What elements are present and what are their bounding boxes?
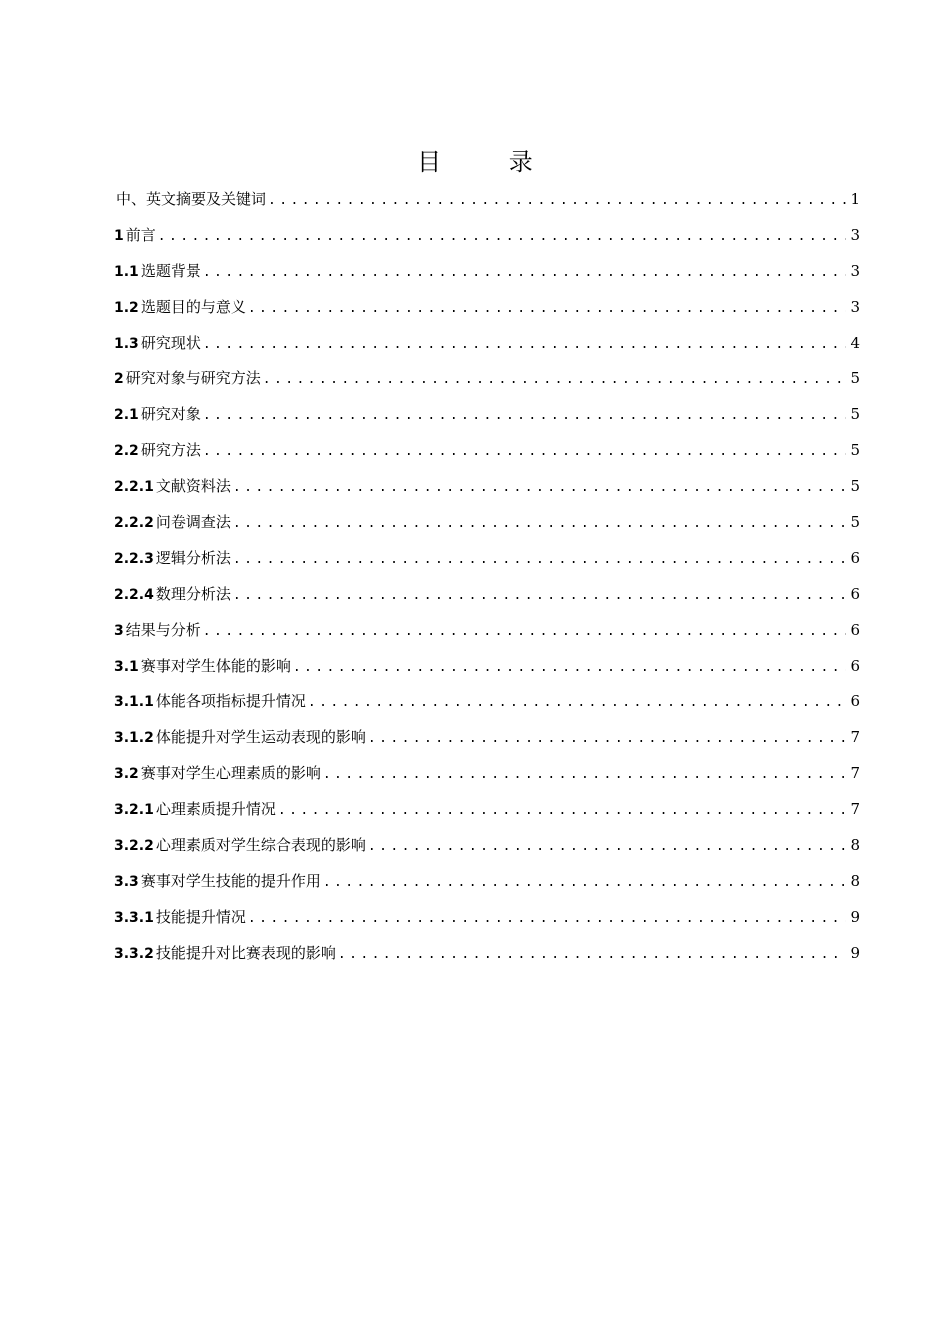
toc-section-title: 选题背景 — [140, 261, 201, 280]
toc-dot-leader — [233, 542, 847, 578]
toc-dot-leader — [203, 614, 847, 650]
toc-section-number: 2.2.2 — [114, 515, 154, 532]
toc-page-number: 5 — [850, 405, 860, 424]
toc-entry-label — [114, 684, 306, 721]
toc-section-title: 赛事对学生技能的提升作用 — [140, 871, 321, 890]
toc-entry[interactable] — [114, 684, 860, 720]
toc-dot-leader — [368, 721, 847, 757]
toc-entry[interactable] — [114, 218, 860, 254]
toc-entry-label — [114, 326, 201, 363]
toc-dot-leader — [248, 901, 847, 937]
toc-section-title: 技能提升对比赛表现的影响 — [155, 943, 336, 962]
toc-entry-label — [114, 397, 201, 434]
toc-dot-leader — [233, 506, 847, 542]
toc-section-number: 3 — [114, 622, 124, 639]
toc-entry-label — [114, 577, 231, 614]
toc-entry-label — [114, 541, 231, 578]
toc-entry[interactable] — [114, 469, 860, 505]
toc-dot-leader — [338, 937, 847, 973]
toc-dot-leader — [268, 183, 846, 219]
toc-section-title: 文献资料法 — [155, 477, 231, 496]
toc-section-number: 2.2.4 — [114, 586, 154, 603]
toc-section-number: 3.2.2 — [114, 838, 154, 855]
toc-entry-label — [114, 290, 246, 327]
toc-entry-label — [114, 828, 366, 865]
toc-section-number: 1 — [114, 227, 124, 244]
toc-page-number: 3 — [850, 297, 860, 316]
toc-section-number: 3.1 — [114, 658, 139, 675]
toc-entry-label — [114, 720, 366, 757]
toc-page-number: 6 — [850, 692, 860, 711]
toc-page-number: 8 — [850, 871, 860, 890]
toc-section-title: 研究现状 — [140, 333, 201, 352]
toc-page-number: 3 — [850, 225, 860, 244]
toc-page-number: 6 — [850, 584, 860, 603]
toc-section-number: 3.1.2 — [114, 730, 154, 747]
toc-entry[interactable] — [114, 756, 860, 792]
toc-section-number: 1.3 — [114, 335, 139, 352]
toc-dot-leader — [203, 255, 847, 291]
toc-dot-leader — [233, 578, 847, 614]
toc-section-title: 中、英文摘要及关键词 — [116, 190, 267, 208]
toc-section-title: 研究方法 — [140, 441, 201, 460]
toc-entry[interactable] — [114, 720, 860, 756]
toc-section-title: 数理分析法 — [155, 584, 231, 603]
toc-page-number: 1 — [850, 190, 860, 208]
toc-page-number: 8 — [850, 836, 860, 855]
toc-dot-leader — [203, 398, 847, 434]
toc-dot-leader — [368, 829, 847, 865]
toc-entry-label — [114, 756, 321, 793]
toc-page-number: 5 — [850, 477, 860, 496]
toc-entry-label — [114, 469, 231, 506]
toc-section-title: 选题目的与意义 — [140, 297, 246, 316]
toc-dot-leader — [203, 327, 847, 363]
toc-section-title: 研究对象 — [140, 405, 201, 424]
toc-entry-label — [114, 936, 336, 973]
toc-entry-label — [114, 505, 231, 542]
toc-entry-label — [114, 182, 266, 219]
toc-dot-leader — [278, 793, 847, 829]
toc-section-number: 2.2 — [114, 443, 139, 460]
toc-page-number: 5 — [850, 513, 860, 532]
toc-page-number: 5 — [850, 369, 860, 388]
toc-section-title: 前言 — [125, 225, 156, 244]
toc-dot-leader — [323, 865, 847, 901]
toc-entry[interactable] — [114, 936, 860, 972]
toc-section-title: 赛事对学生心理素质的影响 — [140, 764, 321, 783]
toc-entry-label — [114, 433, 201, 470]
toc-entry[interactable] — [114, 828, 860, 864]
table-of-contents — [114, 182, 860, 972]
toc-page-number: 4 — [850, 333, 860, 352]
toc-section-number: 2.2.1 — [114, 479, 154, 496]
toc-entry[interactable] — [114, 505, 860, 541]
toc-entry-label — [114, 361, 261, 398]
toc-entry-label — [114, 792, 276, 829]
toc-entry-label — [114, 613, 201, 650]
toc-dot-leader — [263, 362, 847, 398]
toc-section-title: 赛事对学生体能的影响 — [140, 656, 291, 675]
toc-dot-leader — [293, 650, 847, 686]
toc-entry[interactable] — [114, 864, 860, 900]
toc-entry-label — [114, 254, 201, 291]
toc-entry[interactable] — [114, 613, 860, 649]
toc-entry[interactable] — [114, 254, 860, 290]
toc-page-number: 6 — [850, 548, 860, 567]
toc-section-number: 2.2.3 — [114, 550, 154, 567]
toc-page-number: 9 — [850, 907, 860, 926]
toc-section-title: 体能各项指标提升情况 — [155, 692, 306, 711]
toc-page-number: 6 — [850, 620, 860, 639]
toc-entry[interactable] — [114, 361, 860, 397]
toc-section-title: 心理素质对学生综合表现的影响 — [155, 836, 366, 855]
toc-section-number: 3.3.1 — [114, 909, 154, 926]
toc-entry[interactable] — [114, 326, 860, 362]
toc-section-number: 3.3 — [114, 873, 139, 890]
toc-dot-leader — [233, 470, 847, 506]
toc-entry-label — [114, 864, 321, 901]
toc-entry-label — [114, 218, 156, 255]
toc-section-title: 技能提升情况 — [155, 907, 246, 926]
toc-dot-leader — [203, 434, 847, 470]
toc-section-title: 逻辑分析法 — [155, 548, 231, 567]
toc-section-title: 心理素质提升情况 — [155, 800, 276, 819]
toc-page-number: 7 — [850, 800, 860, 819]
toc-section-number: 2.1 — [114, 407, 139, 424]
toc-entry-label — [114, 649, 291, 686]
toc-dot-leader — [158, 219, 847, 255]
toc-entry[interactable] — [114, 290, 860, 326]
toc-section-number: 1.1 — [114, 263, 139, 280]
toc-dot-leader — [308, 685, 847, 721]
toc-page-number: 9 — [850, 943, 860, 962]
toc-section-title: 问卷调查法 — [155, 513, 231, 532]
toc-section-number: 3.2 — [114, 766, 139, 783]
toc-entry[interactable] — [114, 649, 860, 685]
toc-dot-leader — [248, 291, 847, 327]
toc-entry[interactable] — [114, 577, 860, 613]
toc-section-number: 2 — [114, 371, 124, 388]
toc-page-number: 7 — [850, 764, 860, 783]
toc-entry[interactable] — [114, 792, 860, 828]
toc-entry[interactable] — [114, 900, 860, 936]
toc-section-title: 体能提升对学生运动表现的影响 — [155, 728, 366, 747]
toc-section-number: 3.1.1 — [114, 694, 154, 711]
toc-section-number: 3.3.2 — [114, 945, 154, 962]
toc-entry-label — [114, 900, 246, 937]
toc-section-title: 结果与分析 — [125, 620, 201, 639]
toc-section-number: 1.2 — [114, 299, 139, 316]
toc-page-number: 5 — [850, 441, 860, 460]
toc-entry[interactable] — [114, 182, 860, 218]
toc-entry[interactable] — [114, 433, 860, 469]
toc-entry[interactable] — [114, 397, 860, 433]
toc-entry[interactable] — [114, 541, 860, 577]
toc-dot-leader — [323, 757, 847, 793]
toc-section-title: 研究对象与研究方法 — [125, 369, 261, 388]
page-title: 目 录 — [417, 148, 563, 176]
toc-section-number: 3.2.1 — [114, 802, 154, 819]
toc-page-number: 3 — [850, 261, 860, 280]
toc-page-number: 7 — [850, 728, 860, 747]
toc-page-number: 6 — [850, 656, 860, 675]
